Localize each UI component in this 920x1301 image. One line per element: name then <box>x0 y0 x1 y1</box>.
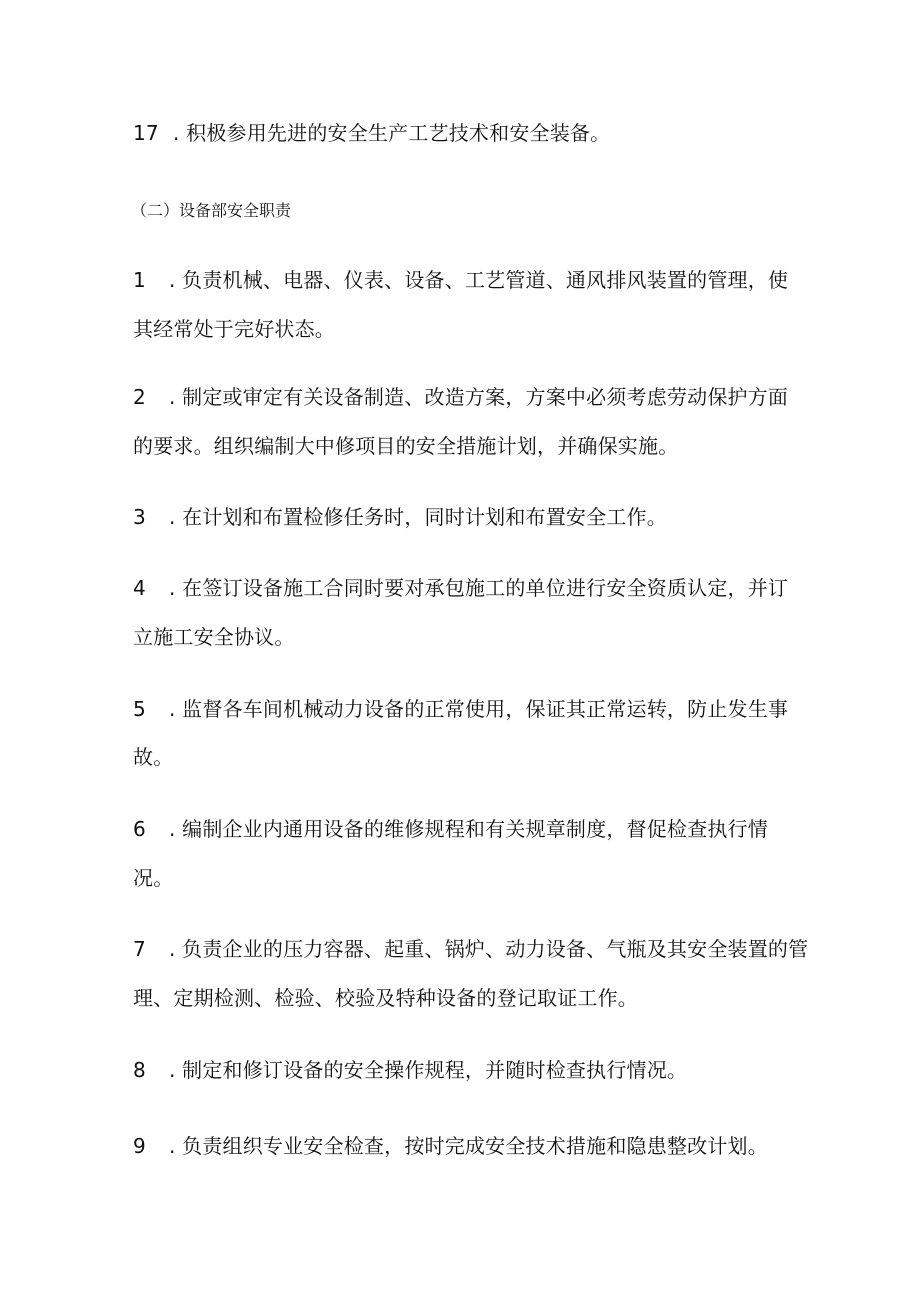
item-text: . 负责机械、电器、仪表、设备、工艺管道、通风排风装置的管理，使 <box>169 268 789 292</box>
item-text: . 制定和修订设备的安全操作规程，并随时检查执行情况。 <box>169 1058 688 1082</box>
list-item-2-continuation: 的要求。组织编制大中修项目的安全措施计划，并确保实施。 <box>133 434 679 458</box>
list-item-8 <box>133 1058 687 1082</box>
list-item-9 <box>133 1134 768 1158</box>
item-text: . 负责企业的压力容器、起重、锅炉、动力设备、气瓶及其安全装置的管 <box>169 937 809 961</box>
item-text: . 在计划和布置检修任务时，同时计划和布置安全工作。 <box>169 505 667 529</box>
item-number: 2 <box>133 385 146 409</box>
item-text: . 监督各车间机械动力设备的正常使用，保证其正常运转，防止发生事 <box>169 697 789 721</box>
item-number: 3 <box>133 505 146 529</box>
list-item-6 <box>133 817 768 841</box>
section-heading: （二）设备部安全职责 <box>131 201 292 220</box>
list-item-7 <box>133 937 808 961</box>
item-text: . 在签订设备施工合同时要对承包施工的单位进行安全资质认定，并订 <box>169 576 789 600</box>
item-number: 6 <box>133 817 146 841</box>
item-number: 4 <box>133 576 146 600</box>
item-number: 8 <box>133 1058 146 1082</box>
item-number: 1 <box>133 268 146 292</box>
list-item-17 <box>133 121 610 145</box>
list-item-4 <box>133 576 788 600</box>
item-text: . 编制企业内通用设备的维修规程和有关规章制度，督促检查执行情 <box>169 817 768 841</box>
list-item-1 <box>133 268 788 292</box>
item-text: . 制定或审定有关设备制造、改造方案，方案中必须考虑劳动保护方面 <box>169 385 789 409</box>
list-item-4-continuation: 立施工安全协议。 <box>133 625 295 649</box>
list-item-5 <box>133 697 788 721</box>
list-item-6-continuation: 况。 <box>133 866 174 890</box>
item-number: 5 <box>133 697 146 721</box>
list-item-3 <box>133 505 667 529</box>
item-text: . 积极参用先进的安全生产工艺技术和安全装备。 <box>173 121 611 145</box>
list-item-5-continuation: 故。 <box>133 745 174 769</box>
list-item-2 <box>133 385 788 409</box>
list-item-7-continuation: 理、定期检测、检验、校验及特种设备的登记取证工作。 <box>133 986 638 1010</box>
item-text: . 负责组织专业安全检查，按时完成安全技术措施和隐患整改计划。 <box>169 1134 768 1158</box>
item-number: 7 <box>133 937 146 961</box>
list-item-1-continuation: 其经常处于完好状态。 <box>133 317 335 341</box>
item-number: 17 <box>133 121 159 145</box>
item-number: 9 <box>133 1134 146 1158</box>
